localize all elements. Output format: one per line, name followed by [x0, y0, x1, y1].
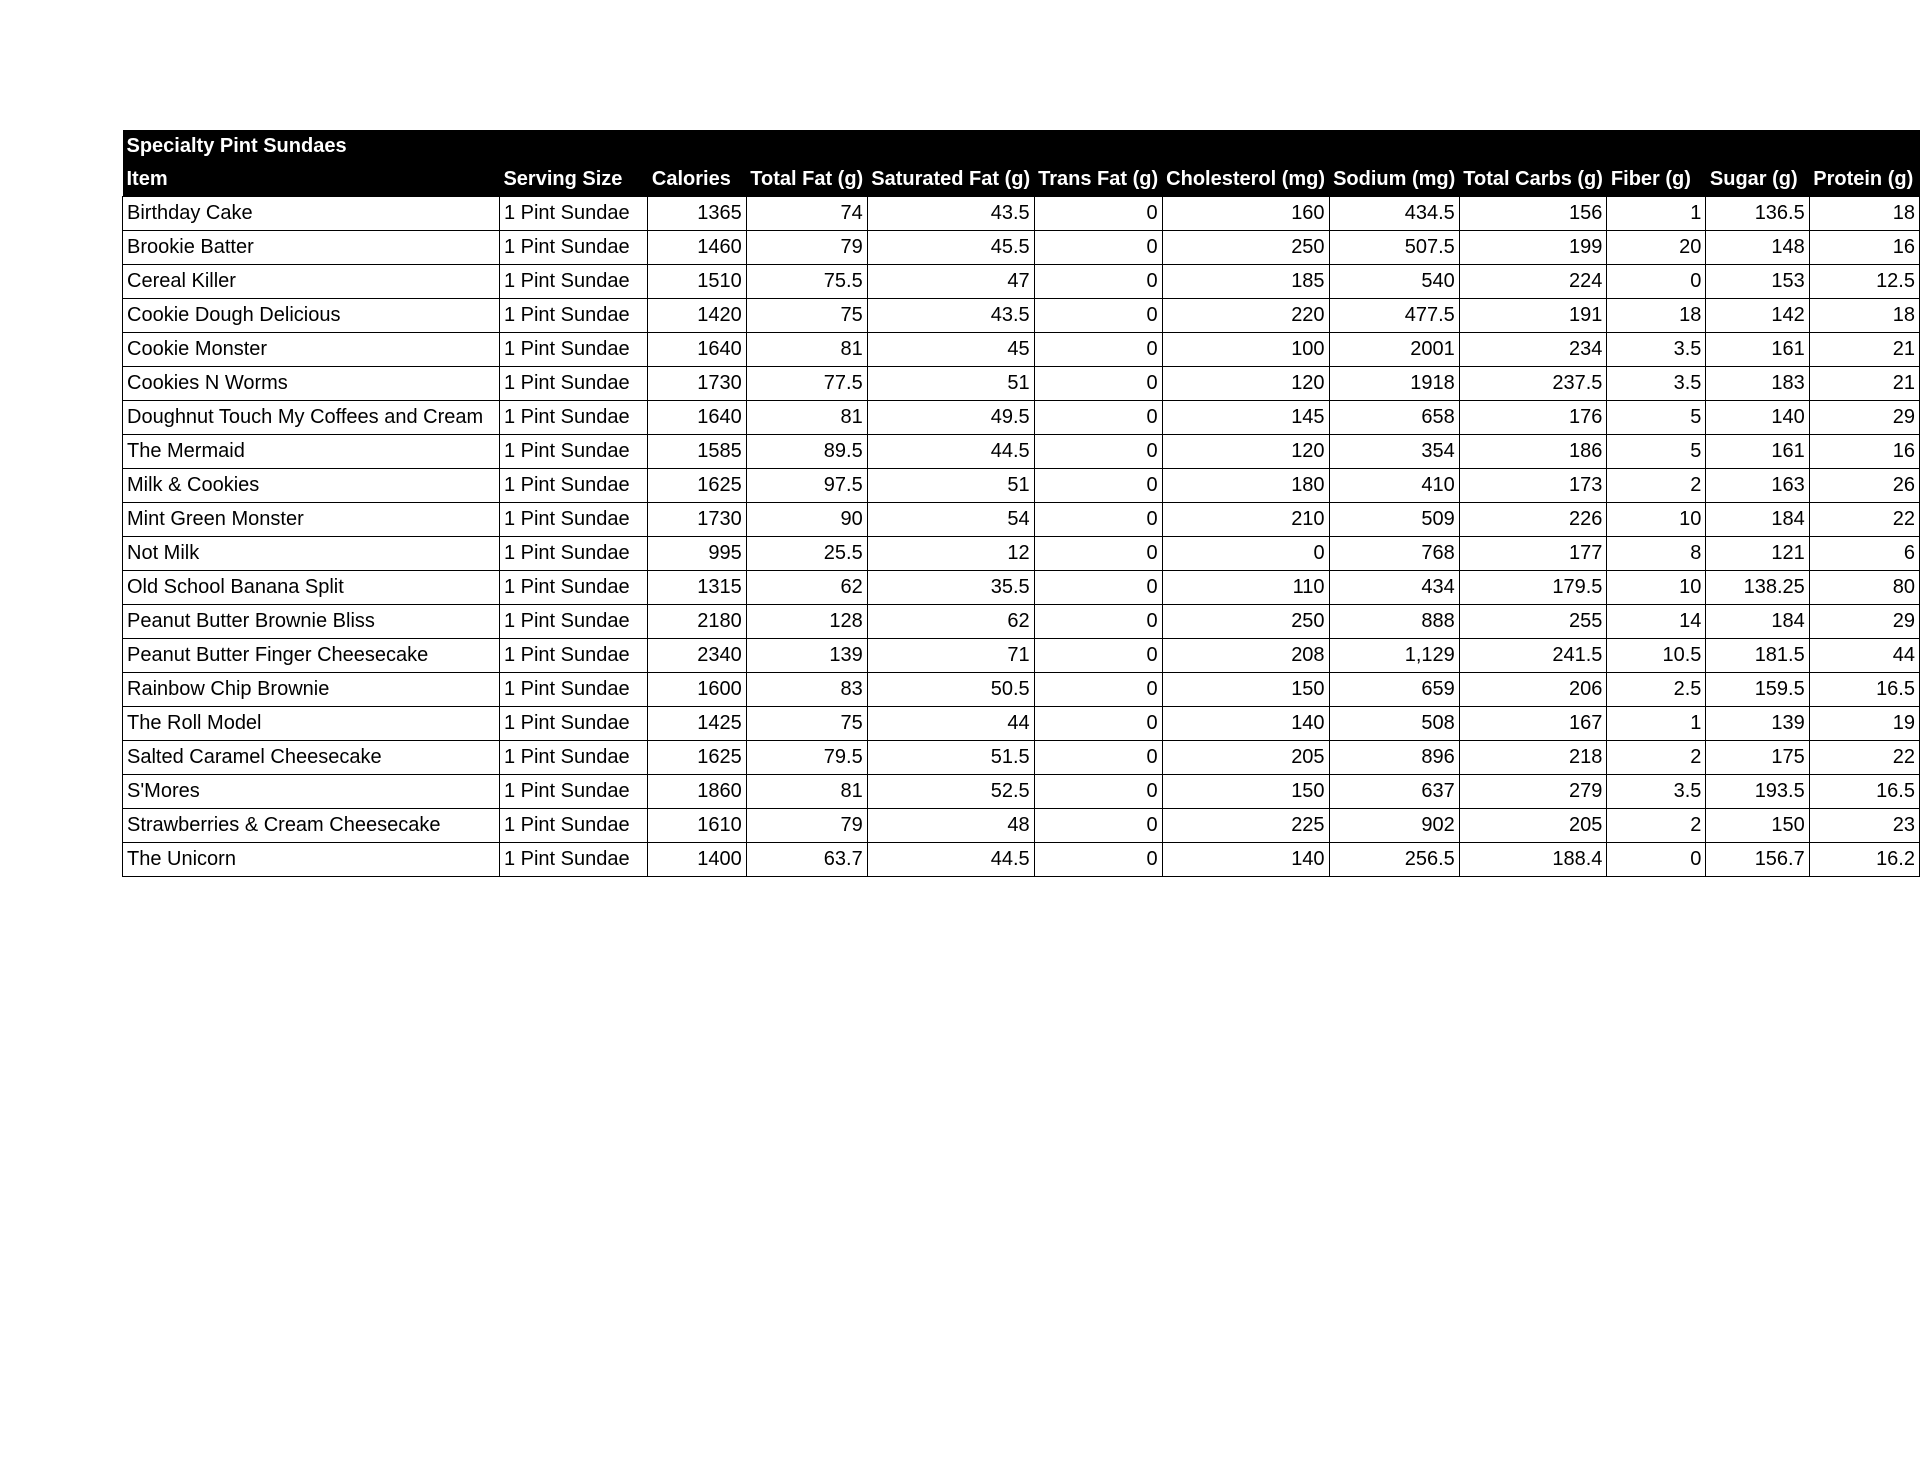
value-cell: 12.5 — [1809, 265, 1919, 299]
value-cell: 81 — [746, 333, 867, 367]
value-cell: 43.5 — [867, 197, 1034, 231]
value-cell: 1730 — [648, 367, 746, 401]
value-cell: 0 — [1034, 333, 1162, 367]
serving-size-cell: 1 Pint Sundae — [499, 673, 647, 707]
value-cell: 0 — [1034, 809, 1162, 843]
value-cell: 220 — [1162, 299, 1329, 333]
serving-size-cell: 1 Pint Sundae — [499, 537, 647, 571]
value-cell: 279 — [1459, 775, 1607, 809]
value-cell: 354 — [1329, 435, 1459, 469]
value-cell: 156 — [1459, 197, 1607, 231]
table-row — [123, 571, 1920, 605]
value-cell: 1460 — [648, 231, 746, 265]
column-header: Calories — [648, 163, 746, 197]
value-cell: 45.5 — [867, 231, 1034, 265]
value-cell: 142 — [1706, 299, 1809, 333]
sheet-title: Specialty Pint Sundaes — [123, 130, 1920, 163]
value-cell: 183 — [1706, 367, 1809, 401]
value-cell: 150 — [1706, 809, 1809, 843]
value-cell: 0 — [1034, 231, 1162, 265]
table-row — [123, 741, 1920, 775]
value-cell: 51 — [867, 469, 1034, 503]
value-cell: 0 — [1034, 503, 1162, 537]
item-cell: Doughnut Touch My Coffees and Cream — [123, 401, 500, 435]
value-cell: 210 — [1162, 503, 1329, 537]
value-cell: 161 — [1706, 333, 1809, 367]
table-row — [123, 537, 1920, 571]
value-cell: 18 — [1607, 299, 1706, 333]
value-cell: 1918 — [1329, 367, 1459, 401]
item-cell: Brookie Batter — [123, 231, 500, 265]
value-cell: 2340 — [648, 639, 746, 673]
value-cell: 75 — [746, 299, 867, 333]
item-cell: Peanut Butter Brownie Bliss — [123, 605, 500, 639]
value-cell: 0 — [1034, 299, 1162, 333]
value-cell: 0 — [1034, 197, 1162, 231]
serving-size-cell: 1 Pint Sundae — [499, 741, 647, 775]
value-cell: 1365 — [648, 197, 746, 231]
value-cell: 83 — [746, 673, 867, 707]
value-cell: 160 — [1162, 197, 1329, 231]
value-cell: 1510 — [648, 265, 746, 299]
value-cell: 6 — [1809, 537, 1919, 571]
value-cell: 768 — [1329, 537, 1459, 571]
value-cell: 507.5 — [1329, 231, 1459, 265]
value-cell: 3.5 — [1607, 775, 1706, 809]
value-cell: 10 — [1607, 503, 1706, 537]
column-header: Saturated Fat (g) — [867, 163, 1034, 197]
value-cell: 145 — [1162, 401, 1329, 435]
value-cell: 659 — [1329, 673, 1459, 707]
value-cell: 62 — [746, 571, 867, 605]
table-row — [123, 401, 1920, 435]
value-cell: 193.5 — [1706, 775, 1809, 809]
value-cell: 120 — [1162, 435, 1329, 469]
value-cell: 8 — [1607, 537, 1706, 571]
value-cell: 658 — [1329, 401, 1459, 435]
table-row — [123, 231, 1920, 265]
nutrition-table — [122, 130, 1920, 877]
serving-size-cell: 1 Pint Sundae — [499, 639, 647, 673]
value-cell: 250 — [1162, 231, 1329, 265]
value-cell: 136.5 — [1706, 197, 1809, 231]
item-cell: Cookie Monster — [123, 333, 500, 367]
value-cell: 110 — [1162, 571, 1329, 605]
value-cell: 26 — [1809, 469, 1919, 503]
value-cell: 140 — [1706, 401, 1809, 435]
value-cell: 1425 — [648, 707, 746, 741]
value-cell: 161 — [1706, 435, 1809, 469]
value-cell: 540 — [1329, 265, 1459, 299]
serving-size-cell: 1 Pint Sundae — [499, 333, 647, 367]
sheet-title-row — [123, 130, 1920, 163]
value-cell: 477.5 — [1329, 299, 1459, 333]
value-cell: 208 — [1162, 639, 1329, 673]
value-cell: 1860 — [648, 775, 746, 809]
value-cell: 128 — [746, 605, 867, 639]
value-cell: 139 — [746, 639, 867, 673]
column-header-row — [123, 163, 1920, 197]
value-cell: 75.5 — [746, 265, 867, 299]
serving-size-cell: 1 Pint Sundae — [499, 775, 647, 809]
table-row — [123, 503, 1920, 537]
value-cell: 21 — [1809, 367, 1919, 401]
value-cell: 637 — [1329, 775, 1459, 809]
value-cell: 1640 — [648, 401, 746, 435]
value-cell: 74 — [746, 197, 867, 231]
item-cell: S'Mores — [123, 775, 500, 809]
value-cell: 1600 — [648, 673, 746, 707]
value-cell: 1730 — [648, 503, 746, 537]
value-cell: 35.5 — [867, 571, 1034, 605]
value-cell: 23 — [1809, 809, 1919, 843]
value-cell: 29 — [1809, 605, 1919, 639]
table-row — [123, 639, 1920, 673]
value-cell: 185 — [1162, 265, 1329, 299]
value-cell: 10 — [1607, 571, 1706, 605]
value-cell: 89.5 — [746, 435, 867, 469]
value-cell: 3.5 — [1607, 367, 1706, 401]
column-header: Total Carbs (g) — [1459, 163, 1607, 197]
value-cell: 2180 — [648, 605, 746, 639]
item-cell: Peanut Butter Finger Cheesecake — [123, 639, 500, 673]
table-row — [123, 707, 1920, 741]
value-cell: 140 — [1162, 843, 1329, 877]
value-cell: 0 — [1034, 673, 1162, 707]
value-cell: 63.7 — [746, 843, 867, 877]
value-cell: 44.5 — [867, 843, 1034, 877]
value-cell: 10.5 — [1607, 639, 1706, 673]
serving-size-cell: 1 Pint Sundae — [499, 367, 647, 401]
value-cell: 2 — [1607, 741, 1706, 775]
value-cell: 188.4 — [1459, 843, 1607, 877]
value-cell: 159.5 — [1706, 673, 1809, 707]
value-cell: 43.5 — [867, 299, 1034, 333]
value-cell: 12 — [867, 537, 1034, 571]
value-cell: 896 — [1329, 741, 1459, 775]
serving-size-cell: 1 Pint Sundae — [499, 843, 647, 877]
value-cell: 14 — [1607, 605, 1706, 639]
item-cell: Mint Green Monster — [123, 503, 500, 537]
serving-size-cell: 1 Pint Sundae — [499, 435, 647, 469]
column-header: Serving Size — [499, 163, 647, 197]
value-cell: 22 — [1809, 741, 1919, 775]
value-cell: 234 — [1459, 333, 1607, 367]
item-cell: The Unicorn — [123, 843, 500, 877]
value-cell: 62 — [867, 605, 1034, 639]
value-cell: 140 — [1162, 707, 1329, 741]
serving-size-cell: 1 Pint Sundae — [499, 571, 647, 605]
serving-size-cell: 1 Pint Sundae — [499, 503, 647, 537]
value-cell: 225 — [1162, 809, 1329, 843]
value-cell: 153 — [1706, 265, 1809, 299]
serving-size-cell: 1 Pint Sundae — [499, 401, 647, 435]
value-cell: 0 — [1034, 367, 1162, 401]
value-cell: 18 — [1809, 197, 1919, 231]
value-cell: 48 — [867, 809, 1034, 843]
table-row — [123, 435, 1920, 469]
column-header: Protein (g) — [1809, 163, 1919, 197]
value-cell: 45 — [867, 333, 1034, 367]
value-cell: 90 — [746, 503, 867, 537]
value-cell: 175 — [1706, 741, 1809, 775]
column-header: Cholesterol (mg) — [1162, 163, 1329, 197]
value-cell: 150 — [1162, 673, 1329, 707]
column-header: Sugar (g) — [1706, 163, 1809, 197]
value-cell: 184 — [1706, 605, 1809, 639]
value-cell: 224 — [1459, 265, 1607, 299]
value-cell: 508 — [1329, 707, 1459, 741]
value-cell: 0 — [1162, 537, 1329, 571]
value-cell: 206 — [1459, 673, 1607, 707]
value-cell: 205 — [1459, 809, 1607, 843]
value-cell: 1400 — [648, 843, 746, 877]
serving-size-cell: 1 Pint Sundae — [499, 605, 647, 639]
table-row — [123, 197, 1920, 231]
value-cell: 51.5 — [867, 741, 1034, 775]
item-cell: Salted Caramel Cheesecake — [123, 741, 500, 775]
value-cell: 0 — [1034, 775, 1162, 809]
value-cell: 186 — [1459, 435, 1607, 469]
value-cell: 44.5 — [867, 435, 1034, 469]
value-cell: 80 — [1809, 571, 1919, 605]
value-cell: 218 — [1459, 741, 1607, 775]
value-cell: 139 — [1706, 707, 1809, 741]
value-cell: 29 — [1809, 401, 1919, 435]
column-header: Item — [123, 163, 500, 197]
table-row — [123, 469, 1920, 503]
value-cell: 51 — [867, 367, 1034, 401]
table-row — [123, 299, 1920, 333]
value-cell: 77.5 — [746, 367, 867, 401]
value-cell: 1625 — [648, 741, 746, 775]
serving-size-cell: 1 Pint Sundae — [499, 299, 647, 333]
serving-size-cell: 1 Pint Sundae — [499, 707, 647, 741]
value-cell: 16.2 — [1809, 843, 1919, 877]
item-cell: Strawberries & Cream Cheesecake — [123, 809, 500, 843]
item-cell: The Roll Model — [123, 707, 500, 741]
value-cell: 199 — [1459, 231, 1607, 265]
value-cell: 150 — [1162, 775, 1329, 809]
value-cell: 250 — [1162, 605, 1329, 639]
value-cell: 0 — [1034, 469, 1162, 503]
value-cell: 2.5 — [1607, 673, 1706, 707]
table-body — [123, 197, 1920, 877]
value-cell: 205 — [1162, 741, 1329, 775]
value-cell: 410 — [1329, 469, 1459, 503]
value-cell: 163 — [1706, 469, 1809, 503]
serving-size-cell: 1 Pint Sundae — [499, 197, 647, 231]
value-cell: 1640 — [648, 333, 746, 367]
column-header: Total Fat (g) — [746, 163, 867, 197]
value-cell: 902 — [1329, 809, 1459, 843]
value-cell: 1585 — [648, 435, 746, 469]
value-cell: 226 — [1459, 503, 1607, 537]
value-cell: 2001 — [1329, 333, 1459, 367]
value-cell: 16 — [1809, 435, 1919, 469]
column-header: Trans Fat (g) — [1034, 163, 1162, 197]
value-cell: 50.5 — [867, 673, 1034, 707]
value-cell: 19 — [1809, 707, 1919, 741]
table-row — [123, 333, 1920, 367]
value-cell: 1315 — [648, 571, 746, 605]
table-row — [123, 367, 1920, 401]
value-cell: 0 — [1034, 605, 1162, 639]
value-cell: 20 — [1607, 231, 1706, 265]
value-cell: 138.25 — [1706, 571, 1809, 605]
value-cell: 1,129 — [1329, 639, 1459, 673]
value-cell: 0 — [1034, 537, 1162, 571]
value-cell: 173 — [1459, 469, 1607, 503]
value-cell: 434 — [1329, 571, 1459, 605]
value-cell: 1 — [1607, 707, 1706, 741]
value-cell: 148 — [1706, 231, 1809, 265]
value-cell: 256.5 — [1329, 843, 1459, 877]
serving-size-cell: 1 Pint Sundae — [499, 809, 647, 843]
item-cell: Cookie Dough Delicious — [123, 299, 500, 333]
item-cell: Old School Banana Split — [123, 571, 500, 605]
item-cell: Cereal Killer — [123, 265, 500, 299]
value-cell: 100 — [1162, 333, 1329, 367]
value-cell: 888 — [1329, 605, 1459, 639]
value-cell: 167 — [1459, 707, 1607, 741]
value-cell: 0 — [1034, 435, 1162, 469]
value-cell: 81 — [746, 775, 867, 809]
value-cell: 121 — [1706, 537, 1809, 571]
value-cell: 79.5 — [746, 741, 867, 775]
value-cell: 241.5 — [1459, 639, 1607, 673]
item-cell: Rainbow Chip Brownie — [123, 673, 500, 707]
value-cell: 79 — [746, 809, 867, 843]
table-row — [123, 843, 1920, 877]
value-cell: 255 — [1459, 605, 1607, 639]
value-cell: 179.5 — [1459, 571, 1607, 605]
value-cell: 75 — [746, 707, 867, 741]
value-cell: 0 — [1034, 843, 1162, 877]
value-cell: 0 — [1034, 571, 1162, 605]
item-cell: Birthday Cake — [123, 197, 500, 231]
value-cell: 79 — [746, 231, 867, 265]
value-cell: 0 — [1034, 265, 1162, 299]
value-cell: 0 — [1034, 639, 1162, 673]
value-cell: 18 — [1809, 299, 1919, 333]
value-cell: 156.7 — [1706, 843, 1809, 877]
value-cell: 176 — [1459, 401, 1607, 435]
value-cell: 49.5 — [867, 401, 1034, 435]
value-cell: 0 — [1034, 741, 1162, 775]
value-cell: 52.5 — [867, 775, 1034, 809]
table-row — [123, 265, 1920, 299]
serving-size-cell: 1 Pint Sundae — [499, 469, 647, 503]
value-cell: 1625 — [648, 469, 746, 503]
value-cell: 1 — [1607, 197, 1706, 231]
value-cell: 71 — [867, 639, 1034, 673]
value-cell: 0 — [1607, 843, 1706, 877]
value-cell: 5 — [1607, 401, 1706, 435]
value-cell: 47 — [867, 265, 1034, 299]
serving-size-cell: 1 Pint Sundae — [499, 265, 647, 299]
column-header: Fiber (g) — [1607, 163, 1706, 197]
item-cell: The Mermaid — [123, 435, 500, 469]
value-cell: 97.5 — [746, 469, 867, 503]
value-cell: 180 — [1162, 469, 1329, 503]
item-cell: Cookies N Worms — [123, 367, 500, 401]
item-cell: Not Milk — [123, 537, 500, 571]
value-cell: 0 — [1607, 265, 1706, 299]
value-cell: 1610 — [648, 809, 746, 843]
value-cell: 995 — [648, 537, 746, 571]
value-cell: 81 — [746, 401, 867, 435]
value-cell: 0 — [1034, 707, 1162, 741]
value-cell: 0 — [1034, 401, 1162, 435]
value-cell: 1420 — [648, 299, 746, 333]
table-row — [123, 775, 1920, 809]
value-cell: 16.5 — [1809, 673, 1919, 707]
table-row — [123, 605, 1920, 639]
value-cell: 25.5 — [746, 537, 867, 571]
value-cell: 16 — [1809, 231, 1919, 265]
value-cell: 22 — [1809, 503, 1919, 537]
value-cell: 191 — [1459, 299, 1607, 333]
value-cell: 509 — [1329, 503, 1459, 537]
value-cell: 54 — [867, 503, 1034, 537]
value-cell: 177 — [1459, 537, 1607, 571]
value-cell: 237.5 — [1459, 367, 1607, 401]
table-row — [123, 673, 1920, 707]
value-cell: 2 — [1607, 469, 1706, 503]
value-cell: 181.5 — [1706, 639, 1809, 673]
table-row — [123, 809, 1920, 843]
value-cell: 44 — [1809, 639, 1919, 673]
value-cell: 44 — [867, 707, 1034, 741]
value-cell: 2 — [1607, 809, 1706, 843]
value-cell: 3.5 — [1607, 333, 1706, 367]
value-cell: 21 — [1809, 333, 1919, 367]
column-header: Sodium (mg) — [1329, 163, 1459, 197]
value-cell: 16.5 — [1809, 775, 1919, 809]
item-cell: Milk & Cookies — [123, 469, 500, 503]
value-cell: 434.5 — [1329, 197, 1459, 231]
value-cell: 5 — [1607, 435, 1706, 469]
serving-size-cell: 1 Pint Sundae — [499, 231, 647, 265]
value-cell: 120 — [1162, 367, 1329, 401]
value-cell: 184 — [1706, 503, 1809, 537]
